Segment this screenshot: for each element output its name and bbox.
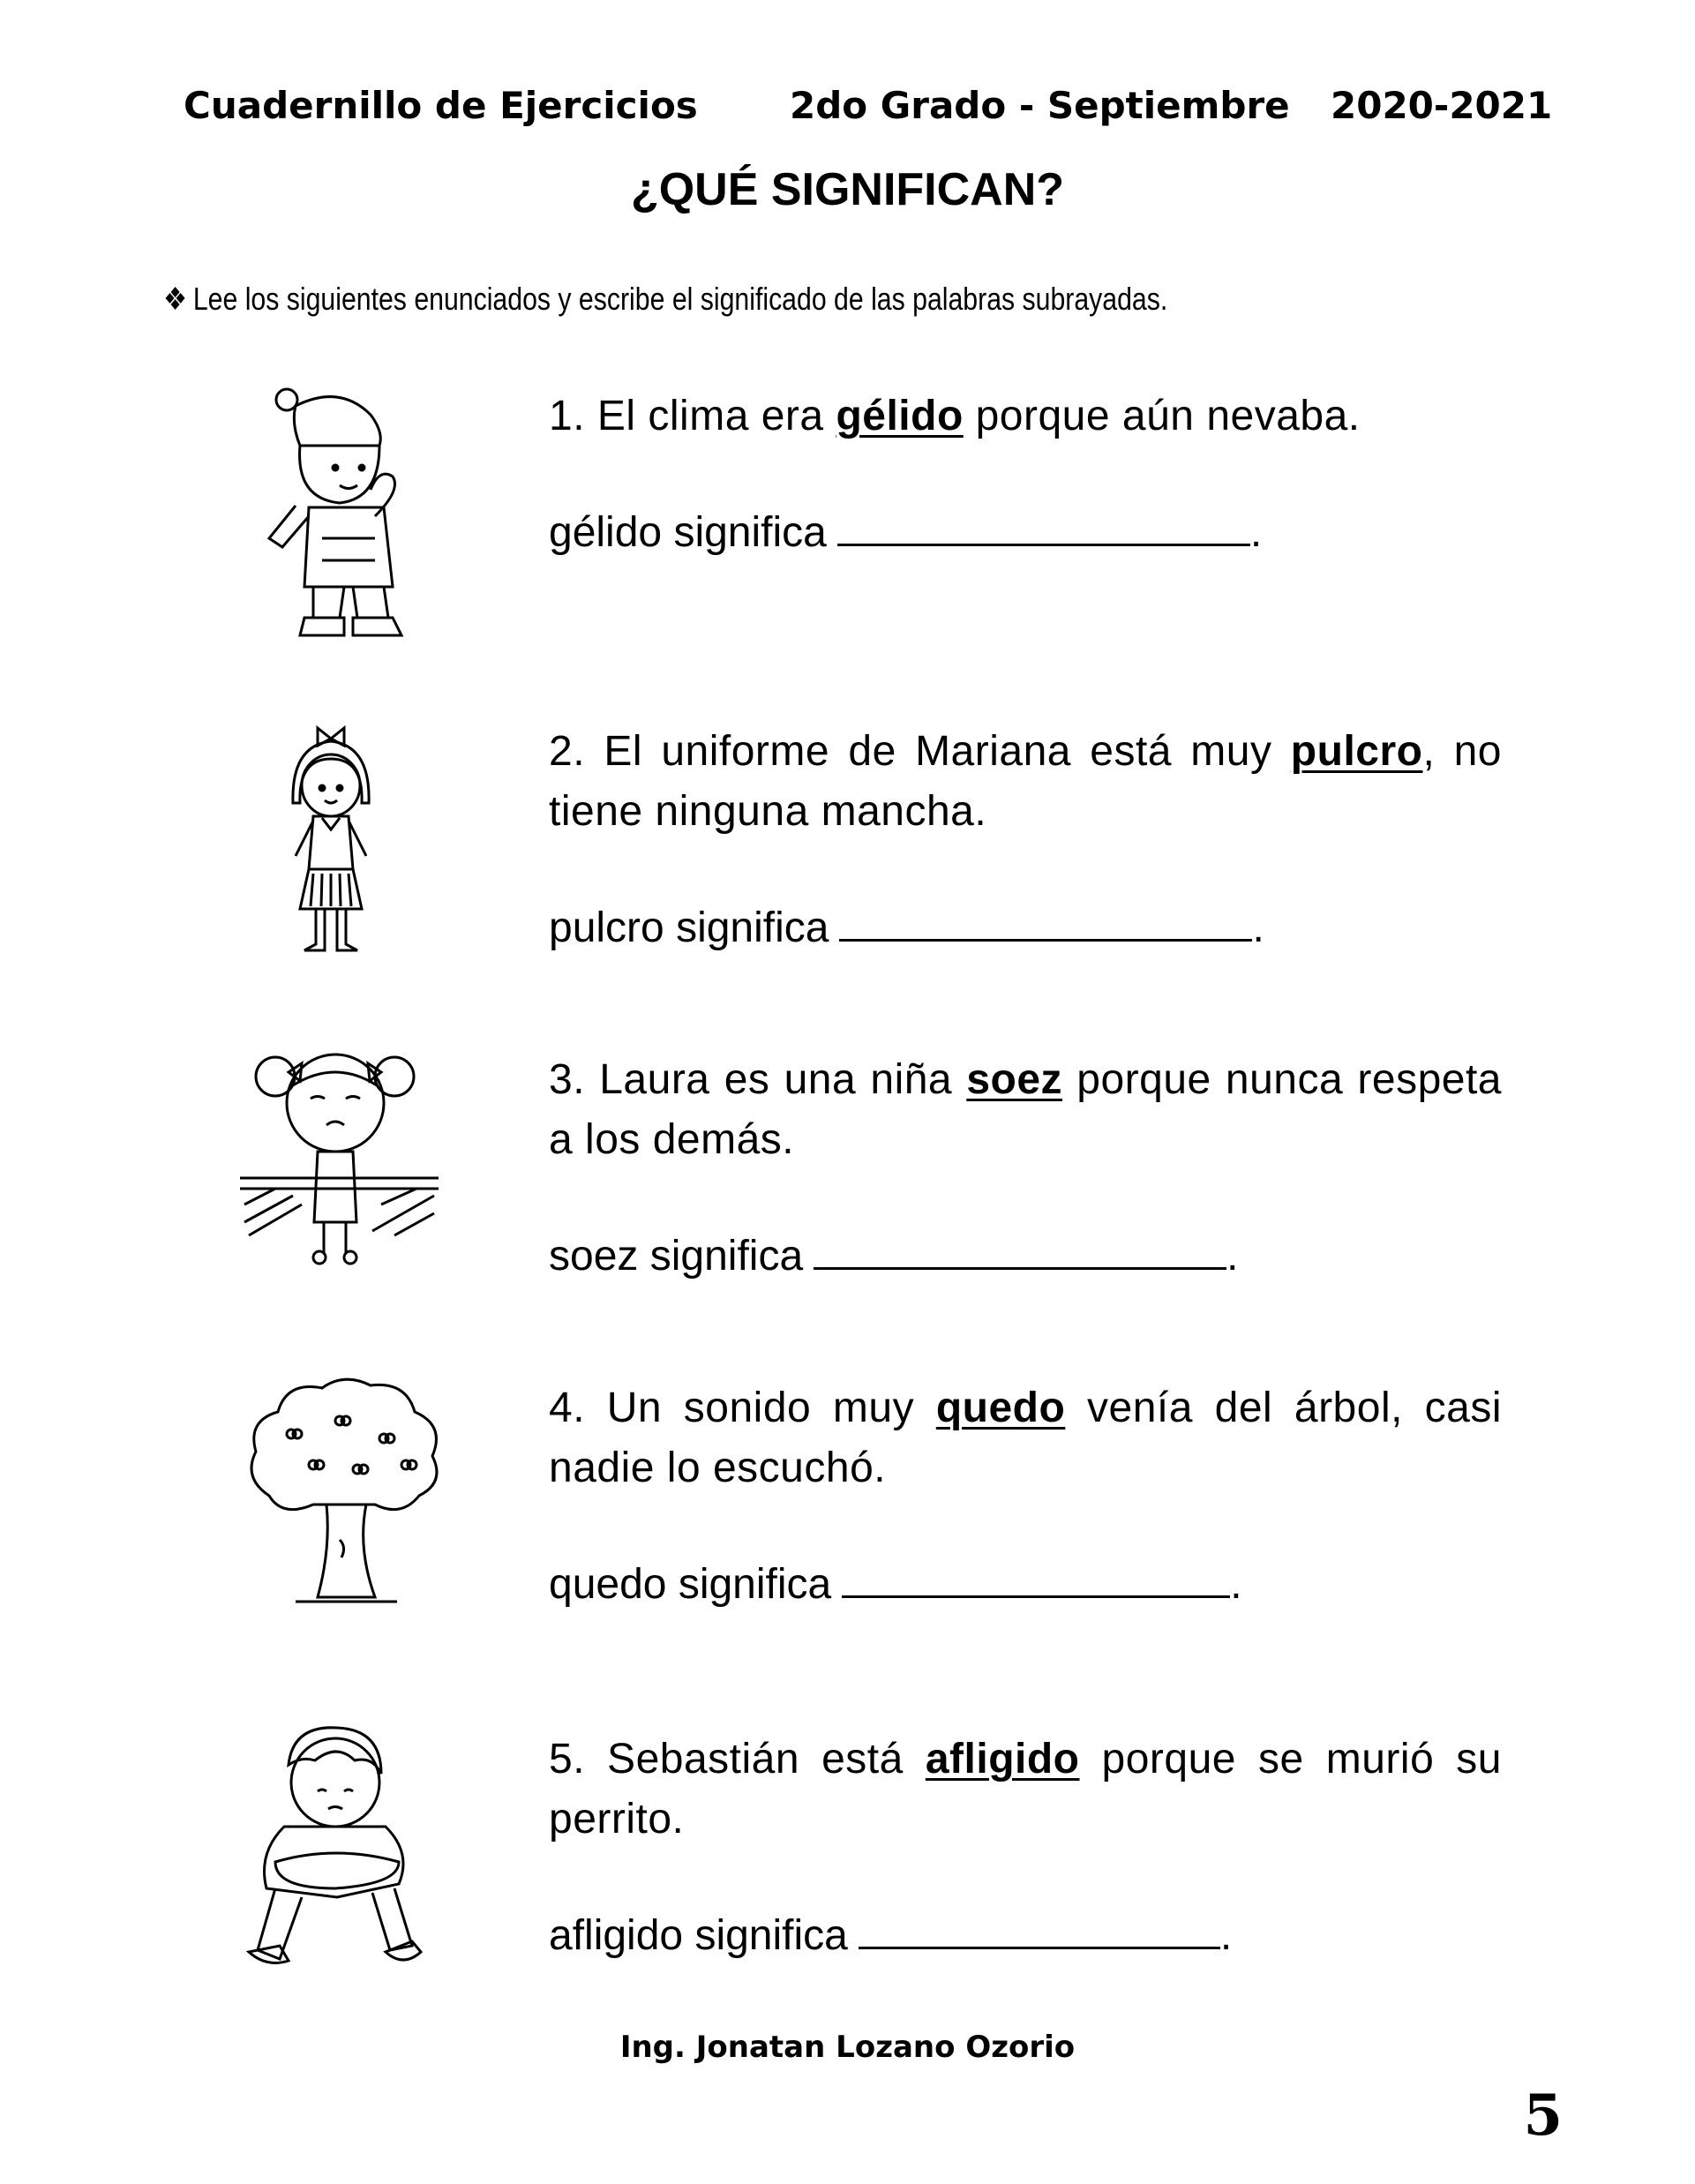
header-book-title: Cuadernillo de Ejercicios [184,84,698,127]
page-title: ¿QUÉ SIGNIFICAN? [630,164,1065,215]
sad-boy-sitting-icon [240,1721,425,1977]
sentence: 4. Un sonido muy quedo venía del árbol, casi nadie lo escuchó. [549,1385,1502,1491]
answer-blank[interactable] [837,508,1250,546]
sad-girl-icon [240,1046,439,1271]
answer-blank[interactable] [859,1911,1220,1949]
bullet-icon: ❖ [163,281,188,317]
underlined-word: afligido [925,1736,1080,1782]
child-winter-clothes-icon [260,384,424,640]
exercise-2 [549,722,1502,958]
exercise-1 [549,387,1502,563]
sentence: 3. Laura es una niña soez porque nunca respeta a los demás. [549,1056,1502,1163]
author-footer: Ing. Jonatan Lozano Ozorio [619,2030,1076,2065]
exercise-3 [549,1050,1502,1287]
exercise-4 [549,1378,1502,1615]
instruction [163,281,1167,318]
underlined-word: quedo [935,1385,1066,1431]
exercise-5 [549,1730,1502,1966]
instruction-text: Lee los siguientes enunciados y escribe el significado de las palabras subrayadas. [192,281,1168,317]
header-school-year: 2020-2021 [1331,84,1553,127]
underlined-word: soez [966,1056,1063,1103]
sentence: 5. Sebastián está afligido porque se murió su perrito. [549,1736,1502,1843]
sentence: 2. El uniforme de Mariana está muy pulcro, no tiene ninguna mancha. [549,728,1502,835]
answer-line: pulcro significa . [549,904,1264,951]
underlined-word: pulcro [1290,728,1423,775]
header-grade-month: 2do Grado - Septiembre [790,84,1290,127]
answer-line: afligido significa . [549,1912,1233,1959]
girl-school-uniform-icon [282,719,379,957]
answer-blank[interactable] [814,1232,1226,1270]
answer-line: quedo significa . [549,1561,1242,1608]
answer-blank[interactable] [842,1560,1230,1598]
underlined-word: gélido [836,393,964,439]
answer-blank[interactable] [839,904,1252,942]
page-number: 5 [1523,2083,1563,2149]
sentence: 1. El clima era gélido porque aún nevaba. [549,393,1361,439]
answer-line: soez significa . [549,1233,1239,1280]
answer-line: gélido significa . [549,509,1263,556]
tree-icon [243,1372,446,1615]
